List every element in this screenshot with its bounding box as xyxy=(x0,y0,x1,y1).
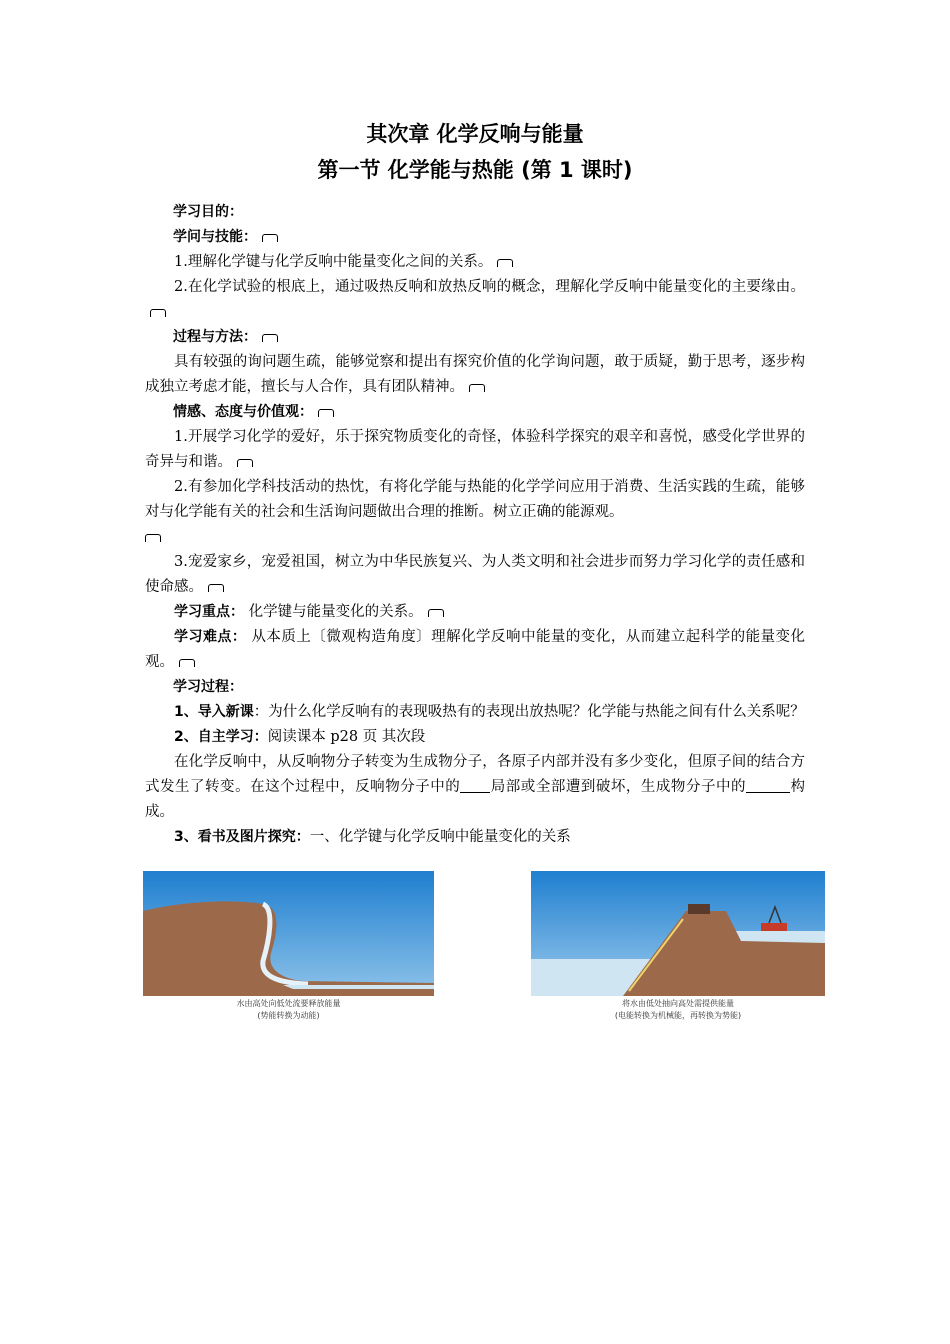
step-2: 2、自主学习：阅读课本 p28 页 其次段 xyxy=(174,729,426,745)
knowledge-heading: 学问与技能： xyxy=(145,225,805,250)
difficulty-point: 学习难点： 从本质上〔微观构造角度〕理解化学反响中能量的变化，从而建立起科学的能量变化观。 xyxy=(145,629,806,670)
fill-blank-1[interactable] xyxy=(460,777,490,793)
document-body xyxy=(145,200,805,850)
process-steps-heading: 学习过程： xyxy=(173,679,243,695)
objectives-heading: 学习目的： xyxy=(173,204,243,220)
attitude-item-1: 1.开展学习化学的爱好，乐于探究物质变化的奇怪，体验科学探究的艰辛和喜悦，感受化学世界的奇异与和谐。 xyxy=(145,429,805,470)
attitude-heading: 情感、态度与价值观： xyxy=(145,400,805,425)
step-3: 3、看书及图片探究：一、化学键与化学反响中能量变化的关系 xyxy=(174,829,571,845)
section-title: 第一节 化学能与热能 (第 1 课时) xyxy=(317,158,633,182)
paragraph-mark-icon xyxy=(208,584,224,592)
paragraph-mark-icon xyxy=(262,334,278,342)
paragraph-mark-icon xyxy=(237,459,253,467)
paragraph-mark-icon xyxy=(318,409,334,417)
paragraph-mark-icon xyxy=(150,309,166,317)
document-page xyxy=(145,118,805,850)
step-1: 1、导入新课：为什么化学反响有的表现吸热有的表现出放热呢？化学能与热能之间有什么关系呢？ xyxy=(174,704,805,720)
key-point: 学习重点： 化学键与能量变化的关系。 xyxy=(145,600,805,625)
paragraph-mark-icon xyxy=(145,534,161,542)
figure-caption-2: (势能转换为动能) xyxy=(257,1011,320,1020)
pump-illustration xyxy=(531,871,825,996)
attitude-item-2-mark xyxy=(145,525,805,550)
figure-water-falling xyxy=(143,871,434,1027)
fill-blank-2[interactable] xyxy=(746,777,790,793)
figure-row xyxy=(143,871,825,1027)
reading-paragraph: 在化学反响中，从反响物分子转变为生成物分子，各原子内部并没有多少变化，但原子间的结合方式发生了转变。在这个过程中，反响物分子中的 局部或全部遭到破坏，生成物分子中的 构成。 xyxy=(145,754,806,820)
paragraph-mark-icon xyxy=(179,659,195,667)
attitude-item-3: 3.宠爱家乡，宠爱祖国，树立为中华民族复兴、为人类文明和社会进步而努力学习化学的责任感和使命感。 xyxy=(145,554,805,595)
figure-caption-1: 将水由低处抽向高处需提供能量 xyxy=(622,999,734,1008)
figure-caption-2: (电能转换为机械能，再转换为势能) xyxy=(614,1011,742,1020)
paragraph-mark-icon xyxy=(262,234,278,242)
waterfall-illustration xyxy=(143,871,434,996)
figure-caption-1: 水由高处向低处流要释放能量 xyxy=(236,999,341,1008)
knowledge-item-1: 1.理解化学键与化学反响中能量变化之间的关系。 xyxy=(145,250,805,275)
paragraph-mark-icon xyxy=(428,609,444,617)
chapter-title: 其次章 化学反响与能量 xyxy=(366,122,584,146)
attitude-item-2: 2.有参加化学科技活动的热忱，有将化学能与热能的化学学问应用于消费、生活实践的生疏，能够对与化学能有关的社会和生活询问题做出合理的推断。树立正确的能源观。 xyxy=(145,479,805,520)
process-text: 具有较强的询问题生疏，能够觉察和提出有探究价值的化学询问题，敢于质疑，勤于思考，逐步构成独立考虑才能，擅长与人合作，具有团队精神。 xyxy=(145,354,805,395)
knowledge-item-2: 2.在化学试验的根底上，通过吸热反响和放热反响的概念，理解化学反响中能量变化的主要缘由。 xyxy=(145,275,805,325)
paragraph-mark-icon xyxy=(469,384,485,392)
paragraph-mark-icon xyxy=(497,259,513,267)
process-heading: 过程与方法： xyxy=(145,325,805,350)
figure-water-pumping xyxy=(531,871,825,1027)
